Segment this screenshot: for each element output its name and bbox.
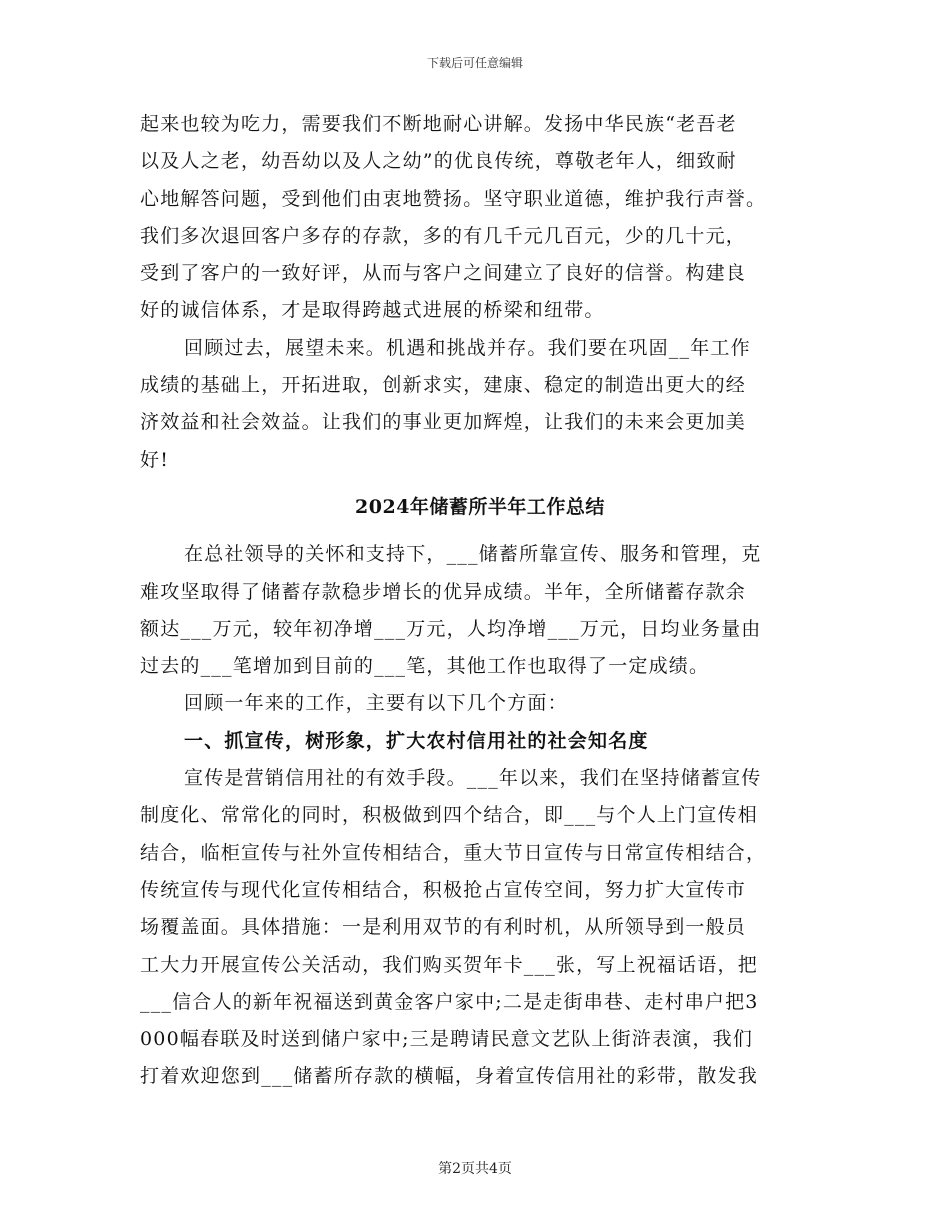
text-line: 我们多次退回客户多存的存款，多的有几千元几百元，少的几十元，	[140, 224, 747, 247]
text-line: 000幅春联及时送到储户家中;三是聘请民意文艺队上街浒表演，我们	[140, 1028, 754, 1051]
section-title: 2024年储蓄所半年工作总结	[355, 495, 605, 518]
text-line: 好的诚信体系，才是取得跨越式进展的桥梁和纽带。	[140, 299, 605, 322]
aspects-intro: 回顾一年来的工作，主要有以下几个方面：	[184, 692, 568, 715]
text-line: 心地解答问题，受到他们由衷地赞扬。坚守职业道德，维护我行声誉。	[140, 187, 767, 210]
heading-1: 一、抓宣传，树形象，扩大农村信用社的社会知名度	[184, 729, 649, 752]
text-line: 制度化、常常化的同时，积极做到四个结合，即___与个人上门宣传相	[140, 804, 758, 827]
text-line: 以及人之老，幼吾幼以及人之幼”的优良传统，尊敬老年人，细致耐	[140, 150, 737, 173]
summary-paragraph	[140, 536, 820, 685]
page-header: 下载后可任意编辑	[426, 56, 523, 70]
text-line: 好!	[140, 448, 170, 471]
text-line: 宣传是营销信用社的有效手段。___年以来，我们在坚持储蓄宣传	[184, 767, 762, 790]
text-line: 结合，临柜宣传与社外宣传相结合，重大节日宣传与日常宣传相结合，	[140, 841, 767, 864]
publicity-paragraph	[140, 760, 820, 1096]
text-line: 成绩的基础上，开拓进取，创新求实，建康、稳定的制造出更大的经	[140, 374, 747, 397]
review-paragraph	[140, 330, 820, 479]
text-line: 过去的___笔增加到目前的___笔，其他工作也取得了一定成绩。	[140, 655, 710, 678]
text-line: 工大力开展宣传公关活动，我们购买贺年卡___张，写上祝福话语，把	[140, 953, 758, 976]
text-line: ___信合人的新年祝福送到黄金客户家中;二是走街串巷、走村串户把3	[140, 990, 759, 1013]
intro-paragraph	[140, 106, 820, 330]
text-line: 难攻坚取得了储蓄存款稳步增长的优异成绩。半年，全所储蓄存款余	[140, 580, 747, 603]
text-line: 打着欢迎您到___储蓄所存款的横幅，身着宣传信用社的彩带，散发我	[140, 1065, 758, 1088]
document-body	[140, 106, 820, 1096]
text-line: 传统宣传与现代化宣传相结合，积极抢占宣传空间，努力扩大宣传市	[140, 878, 747, 901]
text-line: 济效益和社会效益。让我们的事业更加辉煌，让我们的未来会更加美	[140, 411, 747, 434]
text-line: 回顾过去，展望未来。机遇和挑战并存。我们要在巩固__年工作	[184, 336, 751, 359]
text-line: 在总社领导的关怀和支持下，___储蓄所靠宣传、服务和管理，克	[184, 543, 762, 566]
text-line: 场覆盖面。具体措施：一是利用双节的有利时机，从所领导到一般员	[140, 916, 747, 939]
text-line: 起来也较为吃力，需要我们不断地耐心讲解。发扬中华民族“老吾老	[140, 113, 737, 135]
text-line: 受到了客户的一致好评，从而与客户之间建立了良好的信誉。构建良	[140, 262, 747, 285]
page-footer: 第2页共4页	[438, 1161, 512, 1177]
text-line: 额达___万元，较年初净增___万元，人均净增___万元，日均业务量由	[140, 617, 762, 640]
